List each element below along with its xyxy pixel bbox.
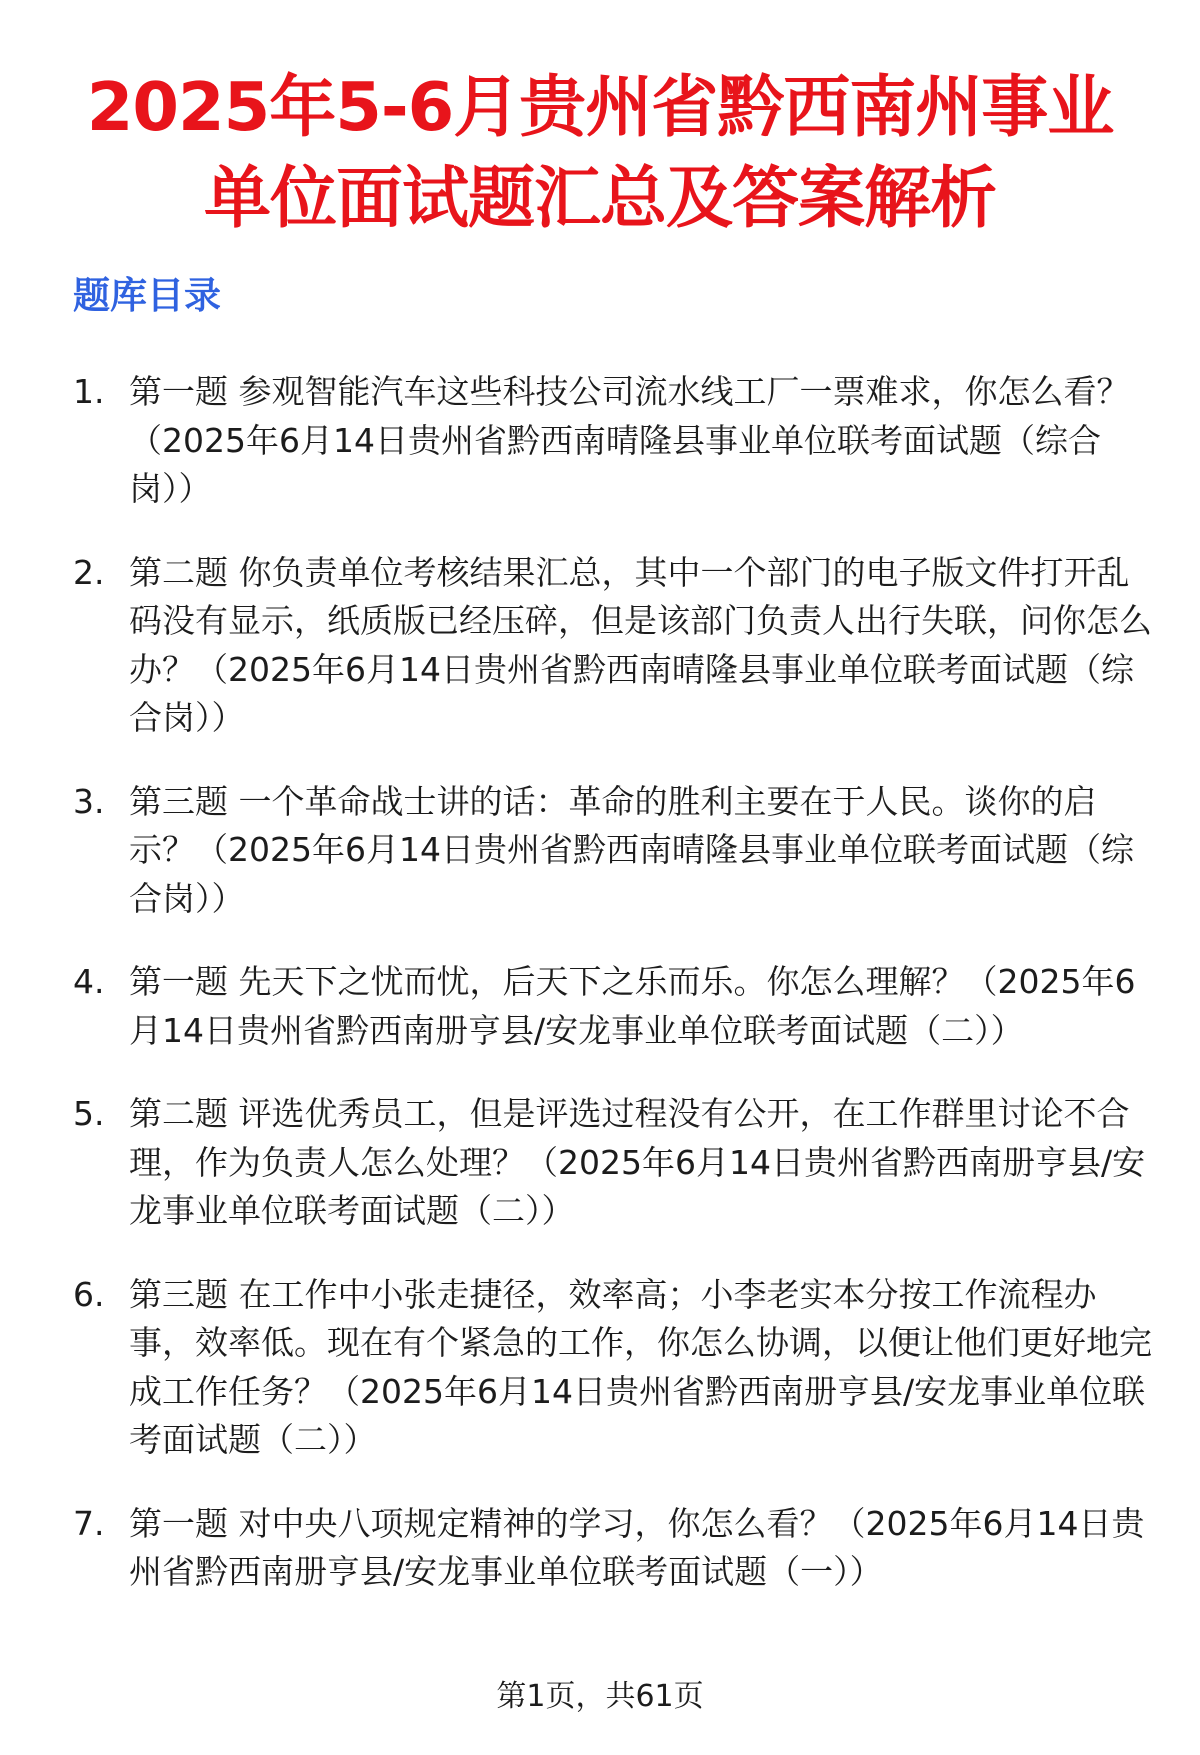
section-heading: 题库目录 <box>73 274 221 317</box>
list-item <box>73 958 1152 1055</box>
question-number: 4. <box>73 962 105 1001</box>
question-text: 第三题 在工作中小张走捷径，效率高；小李老实本分按工作流程办事，效率低。现在有个紧急的工作，你怎么协调，以便让他们更好地完成工作任务？（2025年6月14日贵州省黔西南册亨县/安龙事业单位联考面试题（二）） <box>129 1274 1152 1459</box>
question-text: 第二题 评选优秀员工，但是评选过程没有公开，在工作群里讨论不合理，作为负责人怎么处理？（2025年6月14日贵州省黔西南册亨县/安龙事业单位联考面试题（二）） <box>129 1094 1146 1230</box>
question-number: 3. <box>73 781 105 821</box>
question-number: 1. <box>73 372 105 411</box>
question-number: 5. <box>73 1094 105 1133</box>
question-list <box>73 368 1152 1632</box>
question-text: 第二题 你负责单位考核结果汇总，其中一个部门的电子版文件打开乱码没有显示，纸质版已经压碎，但是该部门负责人出行失联，问你怎么办？（2025年6月14日贵州省黔西南晴隆县事业单位联考面试题（综合岗）） <box>129 552 1152 737</box>
question-number: 6. <box>73 1274 105 1314</box>
question-text: 第一题 对中央八项规定精神的学习，你怎么看？（2025年6月14日贵州省黔西南册亨县/安龙事业单位联考面试题（一）） <box>129 1503 1145 1591</box>
list-item <box>73 778 1152 924</box>
list-item <box>73 549 1152 743</box>
list-item <box>73 1090 1152 1236</box>
question-number: 7. <box>73 1503 105 1543</box>
list-item <box>73 368 1152 514</box>
question-text: 第一题 先天下之忧而忧，后天下之乐而乐。你怎么理解？（2025年6月14日贵州省黔西南册亨县/安龙事业单位联考面试题（二）） <box>129 962 1136 1050</box>
question-number: 2. <box>73 552 105 592</box>
question-text: 第三题 一个革命战士讲的话：革命的胜利主要在于人民。谈你的启示？（2025年6月14日贵州省黔西南晴隆县事业单位联考面试题（综合岗）） <box>129 781 1134 918</box>
document-title: 2025年5-6月贵州省黔西南州事业单位面试题汇总及答案解析 <box>86 68 1114 237</box>
page-footer: 第1页，共61页 <box>496 1679 704 1714</box>
list-item <box>73 1271 1152 1465</box>
list-item <box>73 1500 1152 1597</box>
question-text: 第一题 参观智能汽车这些科技公司流水线工厂一票难求，你怎么看？（2025年6月14日贵州省黔西南晴隆县事业单位联考面试题（综合岗）） <box>129 372 1130 508</box>
